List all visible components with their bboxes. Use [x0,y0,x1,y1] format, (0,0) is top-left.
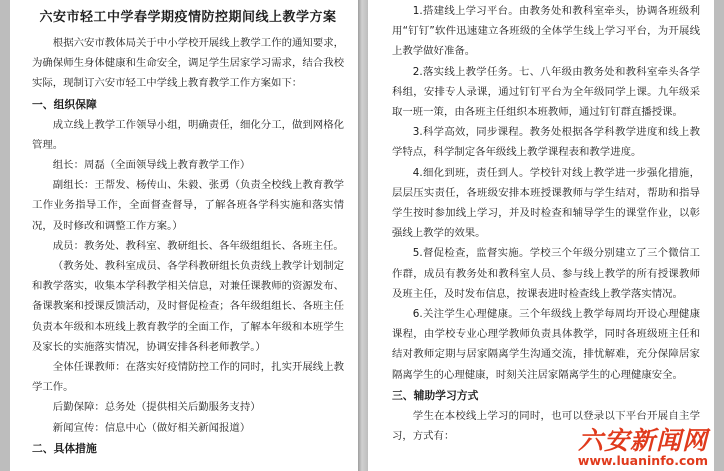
document-page-right [368,0,714,471]
news-paragraph: 新闻宣传：信息中心（做好相关新闻报道） [52,421,251,434]
section-heading-organization: 一、组织保障 [32,97,97,111]
measure-item-2: 2.落实线上教学任务。七、八年级由教务处和教科室牵头各学科组，安排专人录课，通过钉钉平台为全年级同学上课。九年级采取一班一策，由各班主任组织本班教师，通过钉钉群直播授课。 [392,65,700,119]
watermark-brand-text: 六安新闻网 [577,425,708,455]
section-heading-auxiliary: 三、辅助学习方式 [392,388,479,402]
logistics-paragraph: 后勤保障：总务处（提供相关后勤服务支持） [52,401,261,414]
watermark-url: www.luaninfo.com [577,452,708,468]
measure-item-3: 3.科学高效，同步课程。教务处根据各学科教学进度和线上教学特点，科学制定各年级线上教学课程表和教学进度。 [392,126,700,159]
members-detail-paragraph: （教务处、教科室成员、各学科教研组长负责线上教学计划制定和教学落实，收集本学科教学相关信息，对兼任课教师的资源发布、备课教案和授课反馈活动，及时督促检查；各年级组组长、各班主任负责本年级和本班线上教育教学的全面工作，了解本年级和本班学生及家长的实施落实情况，协调安排各科老师教学。） [32,260,344,353]
auxiliary-paragraph: 学生在本校线上学习的同时，也可以登录以下平台开展自主学习，方式有： [392,409,700,443]
measure-item-1: 1.搭建线上学习平台。由教务处和教科室牵头，协调各班级利用“钉钉”软件迅速建立各班级的全体学生线上学习平台，为开展线上教学做好准备。 [392,5,700,58]
deputy-paragraph: 副组长：王帮发、杨传山、朱毅、张勇（负责全校线上教育教学工作业务指导工作，全面督查督导，了解各班各学科实施和落实情况，及时修改和调整工作方案。） [32,179,344,232]
teachers-paragraph: 全体任课教师：在落实好疫情防控工作的同时，扎实开展线上教学工作。 [32,361,344,394]
intro-paragraph: 根据六安市教体局关于中小学校开展线上教学工作的通知要求，为确保师生身体健康和生命安全，调足学生居家学习需求，结合我校实际，现制订六安市轻工中学线上教育教学工作方案如下： [32,37,344,90]
leader-paragraph: 组长：周磊（全面领导线上教育教学工作） [52,159,251,172]
page-gap [358,0,368,471]
site-watermark [577,425,708,468]
document-page-left [10,0,358,471]
measure-item-5: 5.督促检查，监督实施。学校三个年级分别建立了三个微信工作群，成员有教务处和教科室人员、参与线上教学的所有授课教师及班主任，及时发布信息，按课表进时检查线上教学落实情况。 [392,247,700,300]
measure-item-6: 6.关注学生心理健康。三个年级线上教学每周均开设心理健康课程，由学校专业心理学教师负责具体教学，同时各班级班主任和结对教师定期与居家隔离学生沟通交流，排忧解难，充分保障居家隔离学生的心理健康，时刻关注居家隔离学生的心理健康安全。 [392,308,700,381]
document-title: 六安市轻工中学春学期疫情防控期间线上教学方案 [39,10,337,25]
section-heading-measures: 二、具体措施 [32,441,97,455]
measure-item-4: 4.细化到班，责任到人。学校针对线上教学进一步强化措施，层层压实责任，各班级安排本班授课教师与学生结对，帮助和指导学生按时参加线上学习，并及时检查和辅导学生的课堂作业，以彰强线上教学的效果。 [392,166,700,240]
members-paragraph: 成员：教务处、教科室、教研组长、各年级组组长、各班主任。 [52,239,344,252]
organization-paragraph: 成立线上教学工作领导小组，明确责任，细化分工，做到网格化管理。 [32,118,344,151]
